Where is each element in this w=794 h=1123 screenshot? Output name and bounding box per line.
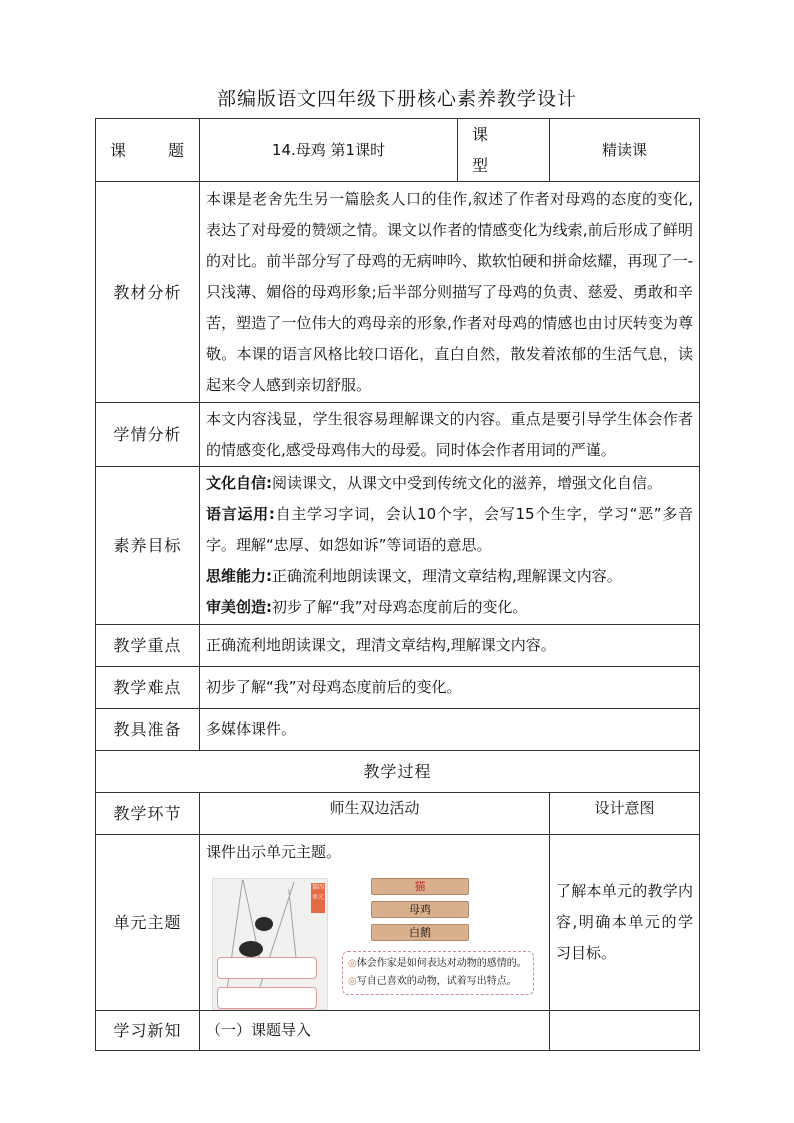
goals-list — [200, 467, 700, 625]
goal-item — [206, 561, 693, 592]
goals-label: 素养目标 — [96, 467, 200, 625]
goal-text: 自主学习字词，会认10个字，会写15个生字，学习“恶”多音字。理解“忠厚、如怨如诉”等词语的意思。 — [206, 505, 693, 554]
unit-theme-activity-text: 课件出示单元主题。 — [206, 843, 342, 861]
difficulties-row — [96, 667, 700, 709]
new-knowledge-intent — [550, 1011, 700, 1051]
col-stage-header: 教学环节 — [96, 793, 200, 835]
lesson-chip-goose: 白鹅 — [371, 924, 469, 941]
textbook-analysis-label: 教材分析 — [96, 182, 200, 403]
goal-heading: 语言运用: — [206, 505, 275, 523]
goal-heading: 思维能力: — [206, 567, 272, 585]
process-title: 教学过程 — [96, 751, 700, 793]
topic-row — [96, 119, 700, 182]
goal-text: 阅读课文，从课文中受到传统文化的滋养，增强文化自信。 — [272, 474, 663, 492]
new-knowledge-row — [96, 1011, 700, 1051]
cat-illustration — [255, 917, 273, 931]
unit-task-item: ◎写自己喜欢的动物，试着写出特点。 — [348, 976, 517, 987]
materials-row — [96, 709, 700, 751]
student-analysis-label: 学情分析 — [96, 403, 200, 467]
difficulties-text: 初步了解“我”对母鸡态度前后的变化。 — [200, 667, 700, 709]
unit-seal: 第四单元 — [311, 883, 325, 913]
unit-cover-illustration — [212, 878, 328, 1010]
goal-item — [206, 592, 693, 623]
col-intent-header: 设计意图 — [550, 793, 700, 835]
goal-item — [206, 468, 693, 499]
unit-theme-label: 单元主题 — [96, 835, 200, 1011]
new-knowledge-activity: （一）课题导入 — [200, 1011, 550, 1051]
student-analysis-text: 本文内容浅显，学生很容易理解课文的内容。重点是要引导学生体会作者的情感变化,感受母鸡伟大的母爱。同时体会作者用词的严谨。 — [206, 409, 693, 459]
materials-label: 教具准备 — [96, 709, 200, 751]
unit-theme-activity — [200, 835, 550, 1011]
page-title: 部编版语文四年级下册核心素养教学设计 — [216, 88, 577, 110]
materials-text: 多媒体课件。 — [200, 709, 700, 751]
col-activity-header: 师生双边活动 — [200, 793, 550, 835]
goal-heading: 文化自信: — [206, 474, 272, 492]
unit-theme-intent: 了解本单元的教学内容,明确本单元的学习目标。 — [550, 835, 700, 1011]
unit-theme-slide-image — [206, 874, 536, 1008]
goals-row — [96, 467, 700, 625]
type-value: 精读课 — [550, 119, 700, 182]
lesson-plan-table — [95, 118, 700, 1051]
unit-theme-row — [96, 835, 700, 1011]
topic-value: 14.母鸡 第1课时 — [200, 119, 458, 182]
textbook-analysis-row — [96, 182, 700, 403]
topic-label: 课 题 — [96, 119, 200, 182]
goal-item — [206, 499, 693, 561]
textbook-analysis-text: 本课是老舍先生另一篇脍炙人口的佳作,叙述了作者对母鸡的态度的变化,表达了对母爱的赞颂之情。课文以作者的情感变化为线索,前后形成了鲜明的对比。前半部分写了母鸡的无病呻吟、欺软怕硬和拼命炫耀，再现了一-只浅薄、媚俗的母鸡形象;后半部分则描写了母鸡的负责、慈爱、勇敢和辛苦，塑造了一位伟大的鸡母亲的形象,作者对母鸡的情感也由讨厌转变为尊敬。本课的语言风格比较口语化，直白自然，散发着浓郁的生活气息，读起来令人感到亲切舒服。 — [206, 189, 693, 394]
new-knowledge-label: 学习新知 — [96, 1011, 200, 1051]
key-points-row — [96, 625, 700, 667]
goal-text: 正确流利地朗读课文，理清文章结构,理解课文内容。 — [272, 567, 622, 585]
lesson-chip-cat: 猫 — [371, 878, 469, 895]
process-title-row — [96, 751, 700, 793]
key-points-text: 正确流利地朗读课文，理清文章结构,理解课文内容。 — [200, 625, 700, 667]
unit-task-item: ◎体会作家是如何表达对动物的感情的。 — [348, 958, 527, 969]
student-analysis-row — [96, 403, 700, 467]
unit-task-box — [342, 951, 534, 995]
goal-text: 初步了解“我”对母鸡态度前后的变化。 — [272, 598, 528, 616]
lesson-chip-hen: 母鸡 — [371, 901, 469, 918]
goal-heading: 审美创造: — [206, 598, 272, 616]
key-points-label: 教学重点 — [96, 625, 200, 667]
process-header-row — [96, 793, 700, 835]
difficulties-label: 教学难点 — [96, 667, 200, 709]
type-label: 课 型 — [458, 119, 550, 182]
